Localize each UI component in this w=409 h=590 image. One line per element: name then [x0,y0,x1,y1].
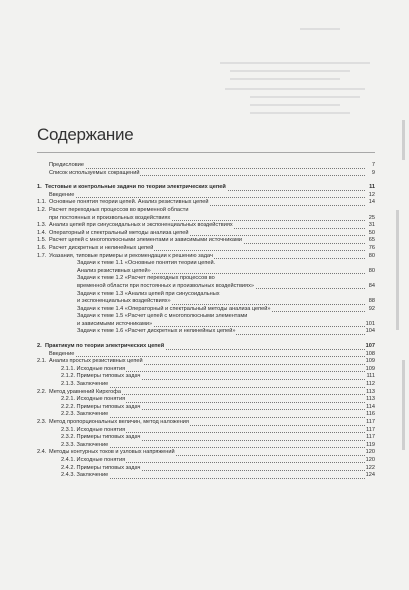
toc-page-number: 80 [368,267,375,274]
toc-entry-number: 1. [37,184,42,191]
toc-page-number: 114 [366,403,375,410]
toc-page-number: 11 [369,184,375,191]
toc-chapter-row[interactable] [37,343,375,351]
toc-entry-title: 2.3.2. Примеры типовых задач [61,434,141,441]
toc-page-number: 119 [366,441,375,448]
toc-entry-title: 2.4.1. Исходные понятия [61,456,126,463]
toc-entry-row[interactable] [37,449,375,457]
toc-page-number: 25 [368,214,375,221]
toc-entry-row[interactable] [37,328,375,336]
toc-page-number: 111 [366,373,375,380]
toc-entry-number: 1.5. [37,237,47,244]
toc-page-number: 120 [365,456,375,463]
toc-page-number: 113 [366,396,375,403]
toc-page-number: 92 [368,305,375,312]
toc-entry-title: Введение [49,191,75,198]
toc-entry-title: Анализ резистивных цепей» [77,267,151,274]
toc-chapter-row[interactable] [37,184,375,192]
toc-page-number: 117 [366,434,375,441]
toc-dot-leader [53,356,365,357]
toc-entry-title: Методы контурных токов и узловых напряжений [49,449,175,456]
toc-entry-title: 2.2.1. Исходные понятия [61,396,126,403]
toc-entry-title: Расчет переходных процессов во временной области [49,206,189,213]
toc-page-number: 88 [368,298,375,305]
toc-page-number: 12 [368,191,375,198]
toc-entry-number: 1.2. [37,206,47,213]
toc-page-number: 104 [365,328,375,335]
toc-entry-row[interactable] [37,237,375,245]
toc-entry-title: и экспоненциальных воздействиях» [77,298,171,305]
toc-page-number: 108 [365,350,375,357]
toc-page-number: 113 [366,388,375,395]
toc-entry-title: Задачи к теме 1.1 «Основные понятия теории цепей. [77,260,216,267]
toc-entry-number: 2.4. [37,449,47,456]
toc-entry-row[interactable] [37,268,375,276]
toc-page-number: 120 [365,449,375,456]
toc-page-number: 101 [365,320,375,327]
toc-entry-title: временной области при постоянных и произвольных воздействиях» [77,282,254,289]
toc-dot-leader [53,168,365,169]
toc-entry-row[interactable] [37,291,375,299]
toc-page-number: 50 [368,229,375,236]
table-of-contents [37,162,375,480]
toc-entry-number: 2.3. [37,419,47,425]
toc-entry-row[interactable] [37,389,375,397]
toc-page-number: 31 [368,222,375,229]
toc-entry-title: Введение [49,350,75,357]
toc-entry-title: Предисловие [49,162,84,168]
toc-entry-title: Основные понятия теории цепей. Анализ резистивных цепей [49,199,209,206]
toc-entry-row[interactable] [37,253,375,261]
toc-entry-title: Список используемых сокращений [49,169,140,176]
toc-entry-row[interactable] [37,381,375,389]
toc-entry-row[interactable] [37,472,375,480]
toc-entry-row[interactable] [37,404,375,412]
toc-entry-title: Анализ простых резистивных цепей [49,358,143,365]
toc-entry-number: 1.6. [37,244,47,251]
toc-entry-row[interactable] [37,260,375,268]
toc-entry-row[interactable] [37,427,375,435]
toc-entry-title: 2.4.2. Примеры типовых задач [61,464,141,471]
toc-page-number: 109 [365,358,375,365]
toc-entry-number: 2.1. [37,358,47,365]
toc-entry-title: Метод уравнений Кирхгофа [49,388,121,395]
toc-entry-title: 2.1.1. Исходные понятия [61,365,126,372]
toc-entry-row[interactable] [37,457,375,465]
toc-page-number: 84 [368,282,375,289]
toc-entry-row[interactable] [37,465,375,473]
toc-entry-row[interactable] [37,283,375,291]
toc-entry-title: 2.2.3. Заключение [61,411,109,418]
toc-entry-row[interactable] [37,419,375,427]
toc-entry-title: и зависимыми источниками» [77,320,153,327]
toc-entry-title: Расчет дискретных и нелинейных цепей [49,244,154,251]
toc-entry-number: 2.2. [37,388,47,395]
toc-entry-number: 1.4. [37,229,47,236]
toc-entry-title: Задачи к теме 1.2 «Расчет переходных процессов во [77,275,215,282]
toc-page-number: 124 [365,472,375,479]
toc-entry-title: Анализ цепей при синусоидальных и экспоненциальных воздействиях [49,222,233,229]
toc-entry-title: Задачи к теме 1.3 «Анализ цепей при синусоидальных [77,290,220,297]
toc-page-number: 80 [368,252,375,259]
toc-page-number: 116 [366,411,375,418]
toc-entry-number: 1.1. [37,199,47,206]
toc-entry-row[interactable] [37,411,375,419]
bleed-through-text [0,0,409,120]
toc-entry-title: 2.3.1. Исходные понятия [61,426,126,433]
toc-entry-number: 2. [37,343,42,350]
toc-entry-title: при постоянных и произвольных воздействиях [49,214,171,221]
toc-entry-number: 1.3. [37,222,47,229]
toc-page-number: 7 [371,162,375,168]
toc-page-number: 112 [366,381,375,388]
toc-entry-title: Задачи к теме 1.5 «Расчет цепей с многополюсными элементами [77,313,248,320]
toc-entry-number: 1.7. [37,252,47,259]
toc-entry-row[interactable] [37,245,375,253]
toc-entry-row[interactable] [37,298,375,306]
toc-entry-row[interactable] [37,434,375,442]
toc-entry-title: 2.1.3. Заключение [61,381,109,388]
toc-dot-leader [65,387,365,388]
page-title: Содержание [37,125,134,144]
toc-page-number: 117 [366,426,375,433]
toc-page-number: 109 [365,365,375,372]
toc-entry-row[interactable] [37,275,375,283]
toc-entry-row[interactable] [37,170,375,178]
toc-entry-title: Расчет цепей с многополюсными элементами и зависимыми источниками [49,237,242,244]
toc-entry-title: 2.1.2. Примеры типовых задач [61,373,141,380]
toc-entry-title: Задачи к теме 1.6 «Расчет дискретных и нелинейных цепей» [77,328,236,335]
toc-entry-title: 2.2.2. Примеры типовых задач [61,403,141,410]
toc-page-number: 107 [365,343,375,350]
toc-entry-row[interactable] [37,199,375,207]
toc-entry-title: Задачи к теме 1.4 «Операторный и спектральный методы анализа цепей» [77,305,271,312]
toc-entry-row[interactable] [37,162,375,170]
toc-dot-leader [65,478,365,479]
toc-entry-row[interactable] [37,358,375,366]
toc-entry-title: 2.3.3. Заключение [61,441,109,448]
toc-entry-title: Тестовые и контрольные задачи по теории электрических цепей [45,184,226,191]
toc-entry-row[interactable] [37,373,375,381]
toc-entry-row[interactable] [37,207,375,215]
bleed-through-right-margin [377,120,409,480]
toc-entry-title: Практикум по теории электрических цепей [45,343,165,350]
toc-entry-title: Метод пропорциональных величин, метод наложения [49,419,189,425]
section-gap [37,336,375,343]
toc-page-number: 65 [368,237,375,244]
toc-entry-row[interactable] [37,366,375,374]
toc-dot-leader [65,417,365,418]
toc-page-number: 9 [371,169,375,176]
toc-page-number: 122 [365,464,375,471]
toc-entry-title: Операторный и спектральный методы анализа цепей [49,229,189,236]
toc-page-number: 76 [368,244,375,251]
toc-entry-title: 2.4.3. Заключение [61,472,109,479]
toc-page-number: 117 [366,419,375,425]
toc-entry-title: Указания, типовые примеры и рекомендации к решению задач [49,252,213,259]
title-rule [37,152,375,153]
toc-page-number: 14 [368,199,375,206]
toc-entry-row[interactable] [37,313,375,321]
toc-entry-row[interactable] [37,396,375,404]
toc-entry-row[interactable] [37,222,375,230]
